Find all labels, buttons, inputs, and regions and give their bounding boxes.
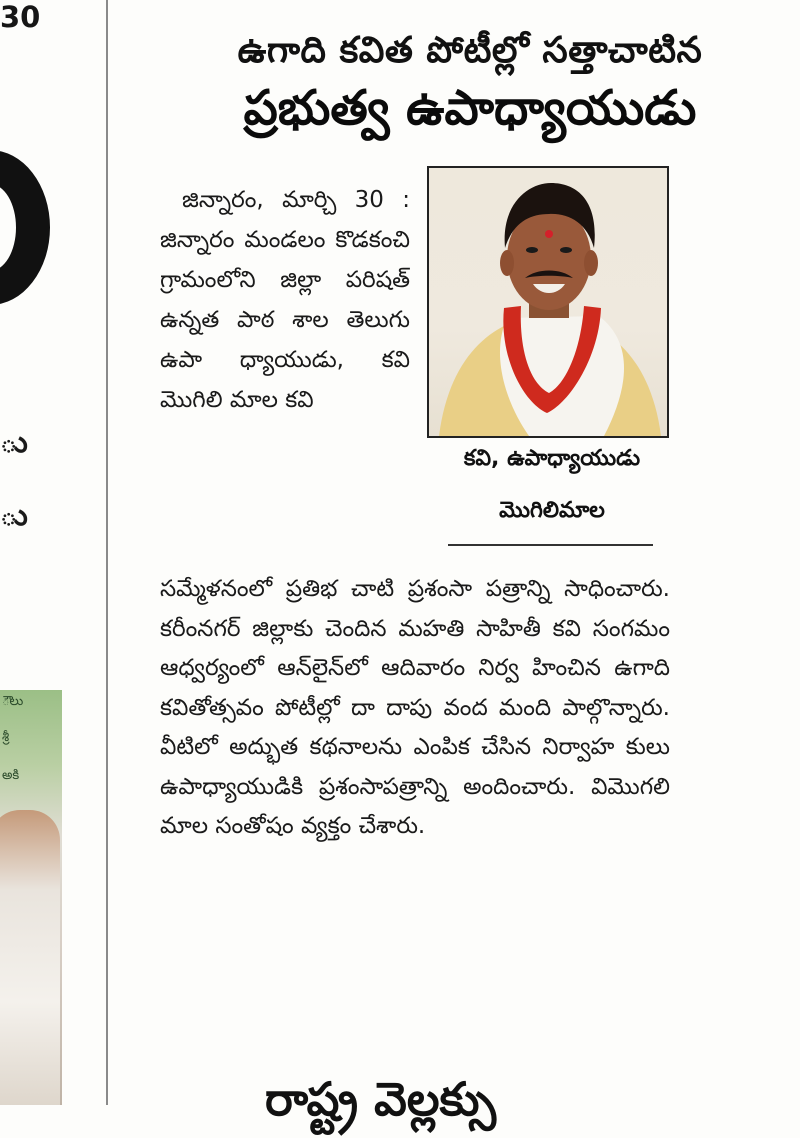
left-text-fragment-1: ు bbox=[0, 425, 28, 460]
next-article-headline-fragment: రాష్ట్ర వెల్లక్సు bbox=[265, 1072, 497, 1126]
large-headline-glyph-fragment bbox=[0, 150, 50, 305]
person-figure bbox=[0, 810, 60, 1105]
article-body-wide: సమ్మేళనంలో ప్రతిభ చాటి ప్రశంసా పత్రాన్ని సాధించారు. కరీంనగర్ జిల్లాకు చెందిన మహతి సాహితీ కవి సంగమం ఆధ్వర్యంలో ఆన్‌లైన్‌లో ఆదివారం నిర్వ హించిన ఉగాది కవితోత్సవం పోటీల్లో దా దాపు వంద మంది పాల్గొన్నారు. వీటిలో అద్భుత కథనాలను ఎంపిక చేసిన నిర్వాహ కులు ఉపాధ్యాయుడికి ప్రశంసాపత్రాన్ని అందించారు. విమొగలి మాల సంతోషం వ్యక్తం చేశారు. bbox=[160, 576, 670, 839]
author-photo bbox=[427, 166, 669, 438]
photo-caption-title: కవి, ఉపాధ్యాయుడు bbox=[463, 446, 641, 471]
left-text-fragment-2: ు bbox=[0, 498, 28, 533]
photo-scribble-2: శ్రీ bbox=[2, 730, 10, 745]
article-body-narrow: జిన్నారం, మార్చి 30 : జిన్నారం మండలం కొడకంచి గ్రామంలోని జిల్లా పరిషత్ ఉన్నత పాఠ శాల తెలుగు ఉపా ధ్యాయుడు, కవి మొగిలి మాల కవి bbox=[160, 187, 410, 413]
caption-divider bbox=[448, 544, 653, 546]
headline-line-1: ఉగాది కవిత పోటీల్లో సత్తాచాటిన bbox=[237, 30, 703, 71]
left-number-fragment: 30 bbox=[0, 0, 41, 34]
portrait-illustration bbox=[429, 168, 667, 436]
photo-scribble-3: అకి bbox=[2, 768, 20, 783]
photo-caption-name: మొగిలిమాల bbox=[499, 498, 605, 523]
left-neighbor-column bbox=[0, 0, 105, 1105]
photo-scribble-1: ౌలు bbox=[2, 694, 24, 709]
headline-line-2: ప్రభుత్వ ఉపాధ్యాయుడు bbox=[243, 80, 697, 136]
left-photo-fragment bbox=[0, 690, 62, 1105]
column-divider bbox=[106, 0, 108, 1105]
